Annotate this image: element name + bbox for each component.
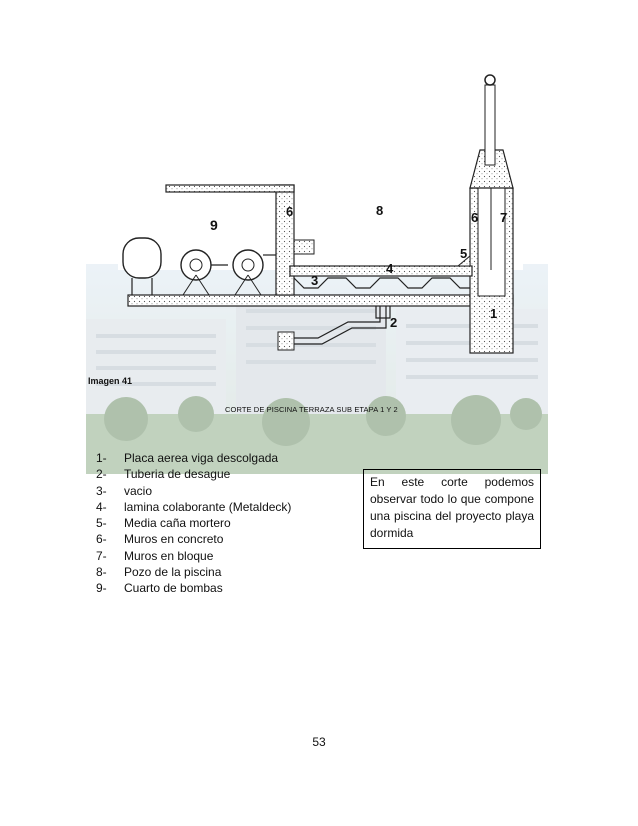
main-slab xyxy=(128,295,513,306)
list-item-number: 4- xyxy=(96,499,107,514)
left-wall xyxy=(276,185,294,295)
drain-pipe xyxy=(376,306,390,318)
list-item xyxy=(96,564,291,580)
list-item-text: vacio xyxy=(124,483,153,498)
list-item-text: Cuarto de bombas xyxy=(124,581,223,596)
list-item xyxy=(96,515,291,531)
legend-list xyxy=(96,450,291,597)
list-item-number: 9- xyxy=(96,581,107,596)
metaldeck xyxy=(294,278,470,288)
callout-9: 9 xyxy=(210,217,218,233)
callout-8: 8 xyxy=(376,203,384,218)
note-box: En este corte podemos observar todo lo que compone una piscina del proyecto playa dormida xyxy=(363,469,541,549)
callout-2: 2 xyxy=(390,315,398,330)
page-number: 53 xyxy=(312,735,326,749)
list-item-number: 3- xyxy=(96,483,107,498)
list-item-number: 6- xyxy=(96,532,107,547)
list-item-number: 1- xyxy=(96,451,107,465)
list-item xyxy=(96,548,291,564)
callout-6-right: 6 xyxy=(471,210,479,225)
list-item xyxy=(96,483,291,499)
callout-7: 7 xyxy=(500,210,508,225)
list-item-text: lamina colaborante (Metaldeck) xyxy=(124,499,292,514)
list-item xyxy=(96,531,291,547)
pool-section-diagram xyxy=(118,70,523,360)
list-item-text: Pozo de la piscina xyxy=(124,565,222,580)
list-item-text: Muros en concreto xyxy=(124,532,224,547)
list-item-text: Placa aerea viga descolgada xyxy=(124,451,279,465)
callout-6-left: 6 xyxy=(286,204,294,219)
list-item-number: 2- xyxy=(96,467,107,482)
list-item-number: 7- xyxy=(96,548,107,563)
callout-3: 3 xyxy=(311,273,319,288)
list-item xyxy=(96,580,291,596)
figure-label: Imagen 41 xyxy=(88,376,133,386)
callout-1: 1 xyxy=(490,306,498,321)
list-item-text: Muros en bloque xyxy=(124,548,214,563)
list-item-text: Tuberia de desague xyxy=(124,467,231,482)
callout-4: 4 xyxy=(386,261,394,276)
list-item-number: 5- xyxy=(96,516,107,531)
list-item xyxy=(96,499,291,515)
list-item-number: 8- xyxy=(96,565,107,580)
list-item xyxy=(96,466,291,482)
figure-title: CORTE DE PISCINA TERRAZA SUB ETAPA 1 Y 2 xyxy=(225,405,398,414)
list-item xyxy=(96,450,291,466)
list-item-text: Media caña mortero xyxy=(124,516,231,531)
callout-5: 5 xyxy=(460,246,468,261)
